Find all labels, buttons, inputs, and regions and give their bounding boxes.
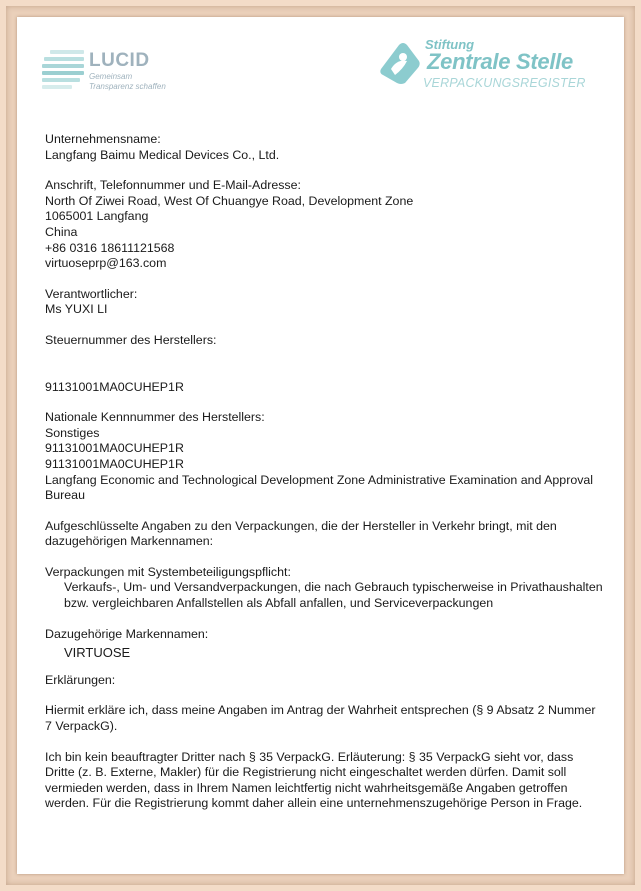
phone-number: +86 0316 18611121568 xyxy=(45,240,175,255)
declaration-1: Hiermit erkläre ich, dass meine Angaben im Antrag der Wahrheit entsprechen (§ 9 Absatz 2 Nummer 7 VerpackG). xyxy=(45,703,596,734)
responsible-name: Ms YUXI LI xyxy=(45,302,108,317)
document-body xyxy=(45,132,605,812)
tax-number: 91131001MA0CUHEP1R xyxy=(45,379,184,394)
lucid-logo xyxy=(42,48,212,108)
zentrale-stelle-logo xyxy=(377,37,617,97)
national-id-authority: Langfang Economic and Technological Development Zone Administrative Examination and Approval Bureau xyxy=(45,472,594,503)
packaging-description: Verkaufs-, Um- und Versandverpackungen, die nach Gebrauch typischerweise in Privathaushalten bzw. vergleichbaren Anfallstellen als Abfall anfallen, und Serviceverpackungen xyxy=(64,580,603,611)
declaration-2: Ich bin kein beauftragter Dritter nach § 35 VerpackG. Erläuterung: § 35 VerpackG sieht vor, dass Dritte (z. B. Externe, Makler) für die Registrierung nicht eingeschaltet werden dürfen. Damit soll vermieden werden, dass in Ihrem Namen leichtfertig nicht wahrheitsgemäße Angaben getroffen werden. Für die Registrierung kommt daher allein eine unternehmenszugehörige Person in Frage. xyxy=(45,749,583,811)
lucid-logo-tagline-2: Transparenz schaffen xyxy=(89,82,166,91)
company-label: Unternehmensname: xyxy=(45,132,161,146)
brand-name: VIRTUOSE xyxy=(64,645,131,661)
tax-number-label: Steuernummer des Herstellers: xyxy=(45,332,217,347)
lucid-stripes-icon xyxy=(42,50,84,90)
brand-label: Dazugehörige Markennamen: xyxy=(45,626,209,641)
lucid-logo-name: LUCID xyxy=(89,50,150,71)
national-id-label: Nationale Kennnummer des Herstellers: xyxy=(45,410,265,425)
lucid-logo-tagline-1: Gemeinsam xyxy=(89,72,133,81)
address-city: 1065001 Langfang xyxy=(45,209,149,224)
zentrale-stelle-logo-line1: Stiftung xyxy=(425,37,475,52)
address-label: Anschrift, Telefonnummer und E-Mail-Adresse: xyxy=(45,178,301,193)
company-name: Langfang Baimu Medical Devices Co., Ltd. xyxy=(45,147,280,162)
packaging-label: Verpackungen mit Systembeteiligungspflicht: xyxy=(45,564,291,579)
declarations-label: Erklärungen: xyxy=(45,672,116,687)
national-id-type: Sonstiges xyxy=(45,425,100,440)
zentrale-stelle-logo-line3: VERPACKUNGSREGISTER xyxy=(423,76,586,90)
document-page xyxy=(17,17,624,874)
packaging-intro: Aufgeschlüsselte Angaben zu den Verpackungen, die der Hersteller in Verkehr bringt, mit den dazugehörigen Markennamen: xyxy=(45,518,557,549)
national-id-1: 91131001MA0CUHEP1R xyxy=(45,441,184,456)
national-id-2: 91131001MA0CUHEP1R xyxy=(45,456,184,471)
zentrale-stelle-icon xyxy=(377,39,423,85)
email-address: virtuoseprp@163.com xyxy=(45,256,167,271)
responsible-label: Verantwortlicher: xyxy=(45,286,138,301)
zentrale-stelle-logo-line2: Zentrale Stelle xyxy=(427,49,573,74)
address-street: North Of Ziwei Road, West Of Chuangye Road, Development Zone xyxy=(45,193,414,208)
address-country: China xyxy=(45,224,78,239)
